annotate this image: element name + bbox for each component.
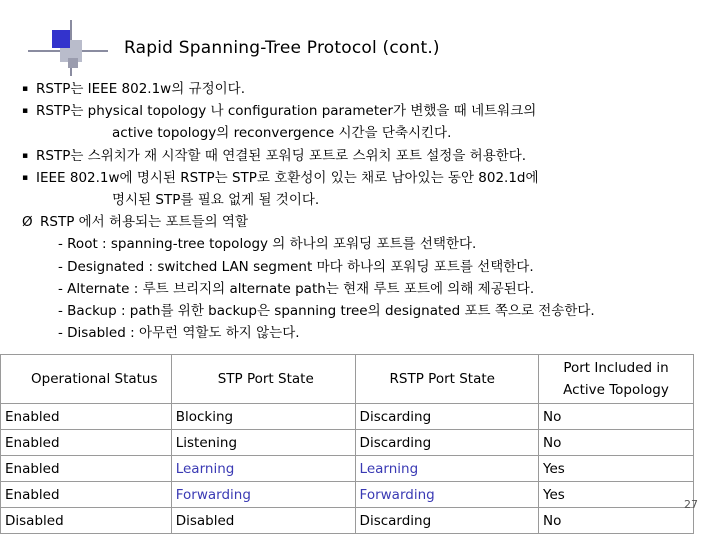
table-cell: Discarding bbox=[355, 508, 538, 534]
table-header-row bbox=[1, 355, 694, 404]
port-state-table bbox=[0, 354, 694, 534]
table-cell: Forwarding bbox=[355, 482, 538, 508]
table-cell: Learning bbox=[171, 456, 355, 482]
arrow-bullet-icon: Ø bbox=[22, 214, 33, 231]
table-cell: Enabled bbox=[1, 456, 172, 482]
header-stp-port-state: STP Port State bbox=[171, 355, 355, 404]
header-operational-status: Operational Status bbox=[1, 355, 172, 404]
table-cell: Enabled bbox=[1, 482, 172, 508]
page-number: 27 bbox=[684, 498, 698, 511]
table-cell: Enabled bbox=[1, 430, 172, 456]
role-item-root: - Root : spanning-tree topology 의 하나의 포워딩 포트를 선택한다. bbox=[58, 236, 477, 253]
table-cell: Learning bbox=[355, 456, 538, 482]
bullet-item: ▪ RSTP는 스위치가 재 시작할 때 연결된 포워딩 포트로 스위치 포트 설정을 허용한다. bbox=[14, 145, 714, 167]
table-row bbox=[1, 404, 694, 430]
slide-body bbox=[14, 78, 714, 344]
bullet-item: ▪ IEEE 802.1w에 명시된 RSTP는 STP로 호환성이 있는 채로 남아있는 동안 802.1d에 bbox=[14, 167, 714, 189]
table-cell: Forwarding bbox=[171, 482, 355, 508]
table-cell: Discarding bbox=[355, 404, 538, 430]
bullet-continuation: active topology의 reconvergence 시간을 단축시킨다. bbox=[112, 125, 452, 142]
table-cell: Yes bbox=[539, 482, 694, 508]
bullet-marker: ▪ bbox=[22, 106, 29, 117]
header-rstp-port-state: RSTP Port State bbox=[355, 355, 538, 404]
decoration-square bbox=[52, 30, 70, 48]
bullet-marker: ▪ bbox=[22, 172, 29, 183]
table-row bbox=[1, 482, 694, 508]
bullet-item: ▪ RSTP는 IEEE 802.1w의 규정이다. bbox=[14, 78, 714, 100]
table-cell: Disabled bbox=[1, 508, 172, 534]
roles-heading: Ø RSTP 에서 허용되는 포트들의 역할 bbox=[14, 211, 714, 233]
table-row bbox=[1, 508, 694, 534]
header-port-included: Port Included in Active Topology bbox=[539, 355, 694, 404]
table-cell: No bbox=[539, 404, 694, 430]
table-row bbox=[1, 456, 694, 482]
bullet-continuation: 명시된 STP를 필요 없게 될 것이다. bbox=[112, 192, 320, 209]
table-cell: No bbox=[539, 508, 694, 534]
bullet-marker: ▪ bbox=[22, 84, 29, 94]
decoration-square bbox=[68, 58, 78, 68]
role-item-disabled: - Disabled : 아무런 역할도 하지 않는다. bbox=[58, 325, 300, 342]
table-cell: No bbox=[539, 430, 694, 456]
table-cell: Enabled bbox=[1, 404, 172, 430]
bullet-item: ▪ RSTP는 physical topology 나 configuration parameter가 변했을 때 네트워크의 bbox=[14, 100, 714, 122]
table-cell: Blocking bbox=[171, 404, 355, 430]
slide-title: Rapid Spanning-Tree Protocol (cont.) bbox=[124, 38, 440, 58]
table-cell: Yes bbox=[539, 456, 694, 482]
slide-decoration bbox=[0, 0, 110, 80]
bullet-marker: ▪ bbox=[22, 150, 29, 161]
table-cell: Disabled bbox=[171, 508, 355, 534]
role-item-backup: - Backup : path를 위한 backup은 spanning tree의 designated 포트 쪽으로 전송한다. bbox=[58, 303, 595, 320]
table-row bbox=[1, 430, 694, 456]
table-cell: Listening bbox=[171, 430, 355, 456]
table-cell: Discarding bbox=[355, 430, 538, 456]
role-item-alternate: - Alternate : 루트 브리지의 alternate path는 현재 루트 포트에 의해 제공된다. bbox=[58, 280, 535, 297]
role-item-designated: - Designated : switched LAN segment 마다 하나의 포워딩 포트를 선택한다. bbox=[58, 258, 534, 275]
